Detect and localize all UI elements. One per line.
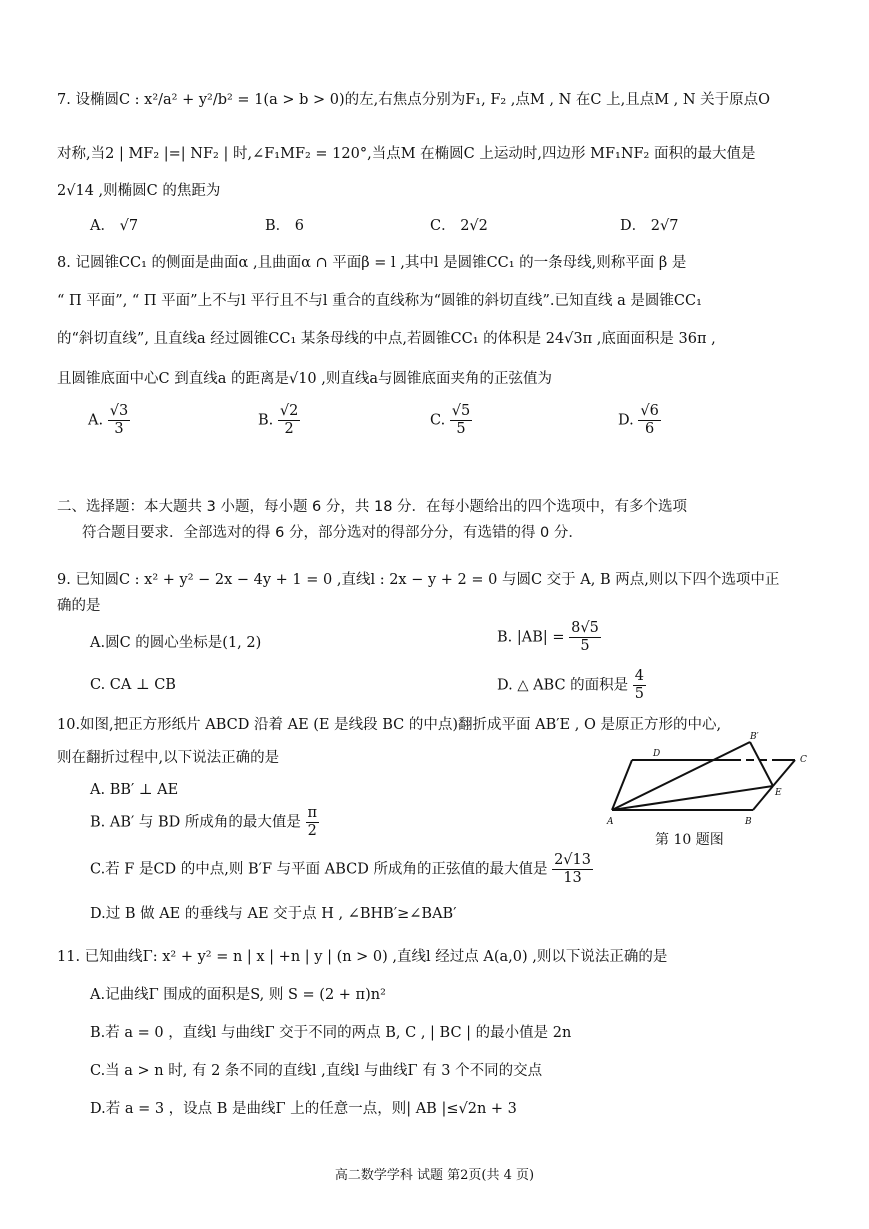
q11-option-c: C.当 a > n 时, 有 2 条不同的直线l ,直线l 与曲线Γ 有 3 个不同的交点 bbox=[90, 1063, 543, 1079]
section2-line2: 符合题目要求．全部选对的得 6 分，部分选对的得部分分，有选错的得 0 分． bbox=[82, 525, 583, 541]
q10-figure-caption: 第 10 题图 bbox=[655, 832, 724, 848]
q7-option-c: C． 2√2 bbox=[430, 218, 488, 234]
q8-line1: 8. 记圆锥CC₁ 的侧面是曲面α ,且曲面α ∩ 平面β = l ,其中l 是圆锥CC₁ 的一条母线,则称平面 β 是 bbox=[57, 255, 687, 271]
q9-option-a: A.圆C 的圆心坐标是(1, 2) bbox=[90, 635, 262, 651]
q8-option-b-fraction: $\frac{√2}{2}$ bbox=[279, 403, 299, 437]
q7-line3: 2√14 ,则椭圆C 的焦距为 bbox=[57, 183, 221, 199]
q8-option-b: B. $\frac{√2}{2}$ bbox=[258, 403, 299, 437]
q10-option-c-fraction: $\frac{2√13}{13}$ bbox=[554, 852, 591, 886]
q9-option-d-fraction: $\frac{4}{5}$ bbox=[634, 668, 645, 702]
q11-option-d: D.若 a = 3 ，设点 B 是曲线Γ 上的任意一点，则| AB |≤√2n + 3 bbox=[90, 1101, 517, 1117]
q11-option-a: A.记曲线Γ 围成的面积是S, 则 S = (2 + π)n² bbox=[90, 987, 386, 1003]
q10-figure bbox=[605, 728, 820, 828]
q7-option-a: A． √7 bbox=[90, 218, 139, 234]
q9-option-b: B. |AB| = $\frac{8√5}{5}$ bbox=[497, 620, 599, 654]
q8-option-c-fraction: $\frac{√5}{5}$ bbox=[451, 403, 471, 437]
fig-label-c: C bbox=[800, 755, 807, 765]
q11-option-b: B.若 a = 0 ，直线l 与曲线Γ 交于不同的两点 B, C , | BC | 的最小值是 2n bbox=[90, 1025, 572, 1041]
q10-line1: 10.如图,把正方形纸片 ABCD 沿着 AE (E 是线段 BC 的中点)翻折成平面 AB′E , O 是原正方形的中心, bbox=[57, 717, 722, 733]
q8-line3: 的“斜切直线”, 且直线a 经过圆锥CC₁ 某条母线的中点,若圆锥CC₁ 的体积是 24√3π ,底面面积是 36π , bbox=[57, 331, 716, 347]
q10-option-b-fraction: $\frac{\pi}{2}$ bbox=[307, 805, 318, 839]
q10-line2: 则在翻折过程中,以下说法正确的是 bbox=[57, 750, 280, 766]
q7-option-b: B． 6 bbox=[265, 218, 304, 234]
fig-edge-b-prime-e bbox=[750, 742, 773, 786]
fig-edge-ce bbox=[773, 760, 795, 786]
fig-label-a: A bbox=[607, 817, 614, 827]
q8-option-d-fraction: $\frac{√6}{6}$ bbox=[640, 403, 659, 437]
q10-option-d: D.过 B 做 AE 的垂线与 AE 交于点 H , ∠BHB′≥∠BAB′ bbox=[90, 906, 457, 922]
q7-line2: 对称,当2 | MF₂ |=| NF₂ | 时,∠F₁MF₂ = 120°,当点M 在椭圆C 上运动时,四边形 MF₁NF₂ 面积的最大值是 bbox=[57, 146, 756, 162]
page-footer: 高二数学学科 试题 第2页(共 4 页) bbox=[334, 1168, 535, 1183]
q9-option-c: C. CA ⊥ CB bbox=[90, 677, 176, 693]
q8-option-a: A. $\frac{√3}{3}$ bbox=[88, 403, 129, 437]
q7-option-d: D． 2√7 bbox=[620, 218, 679, 234]
q7-line1: 7. 设椭圆C : x²/a² + y²/b² = 1(a > b > 0)的左,右焦点分别为F₁, F₂ ,点M , N 在C 上,且点M , N 关于原点O bbox=[57, 92, 771, 108]
q8-line2: “ Π 平面”, “ Π 平面”上不与l 平行且不与l 重合的直线称为“圆锥的斜切直线”.已知直线 a 是圆锥CC₁ bbox=[57, 293, 702, 309]
fig-label-e: E bbox=[775, 788, 782, 798]
q9-option-b-fraction: $\frac{8√5}{5}$ bbox=[571, 620, 599, 654]
section2-line1: 二、选择题：本大题共 3 小题，每小题 6 分，共 18 分．在每小题给出的四个选项中，有多个选项 bbox=[57, 499, 688, 515]
fig-label-b-prime: B′ bbox=[750, 732, 759, 742]
q8-line4: 且圆锥底面中心C 到直线a 的距离是√10 ,则直线a与圆锥底面夹角的正弦值为 bbox=[57, 371, 553, 387]
q9-line1: 9. 已知圆C : x² + y² − 2x − 4y + 1 = 0 ,直线l : 2x − y + 2 = 0 与圆C 交于 A, B 两点,则以下四个选项中正 bbox=[57, 572, 780, 588]
q11-line1: 11. 已知曲线Γ: x² + y² = n | x | +n | y | (n > 0) ,直线l 经过点 A(a,0) ,则以下说法正确的是 bbox=[57, 949, 668, 965]
q10-option-c: C.若 F 是CD 的中点,则 B′F 与平面 ABCD 所成角的正弦值的最大值是 $\frac{2√13}{13}$ bbox=[90, 852, 591, 886]
q8-option-c: C. $\frac{√5}{5}$ bbox=[430, 403, 471, 437]
q9-line2: 确的是 bbox=[57, 598, 101, 614]
q9-option-d: D. △ ABC 的面积是 $\frac{4}{5}$ bbox=[497, 668, 645, 702]
fig-edge-eb bbox=[753, 786, 773, 810]
q8-option-d: D. $\frac{√6}{6}$ bbox=[618, 403, 659, 437]
fig-label-d: D bbox=[653, 749, 661, 759]
fig-label-b: B bbox=[745, 817, 752, 827]
q10-option-a: A. BB′ ⊥ AE bbox=[90, 782, 179, 798]
q10-option-b: B. AB′ 与 BD 所成角的最大值是 $\frac{\pi}{2}$ bbox=[90, 805, 318, 839]
q8-option-a-fraction: $\frac{√3}{3}$ bbox=[109, 403, 129, 437]
